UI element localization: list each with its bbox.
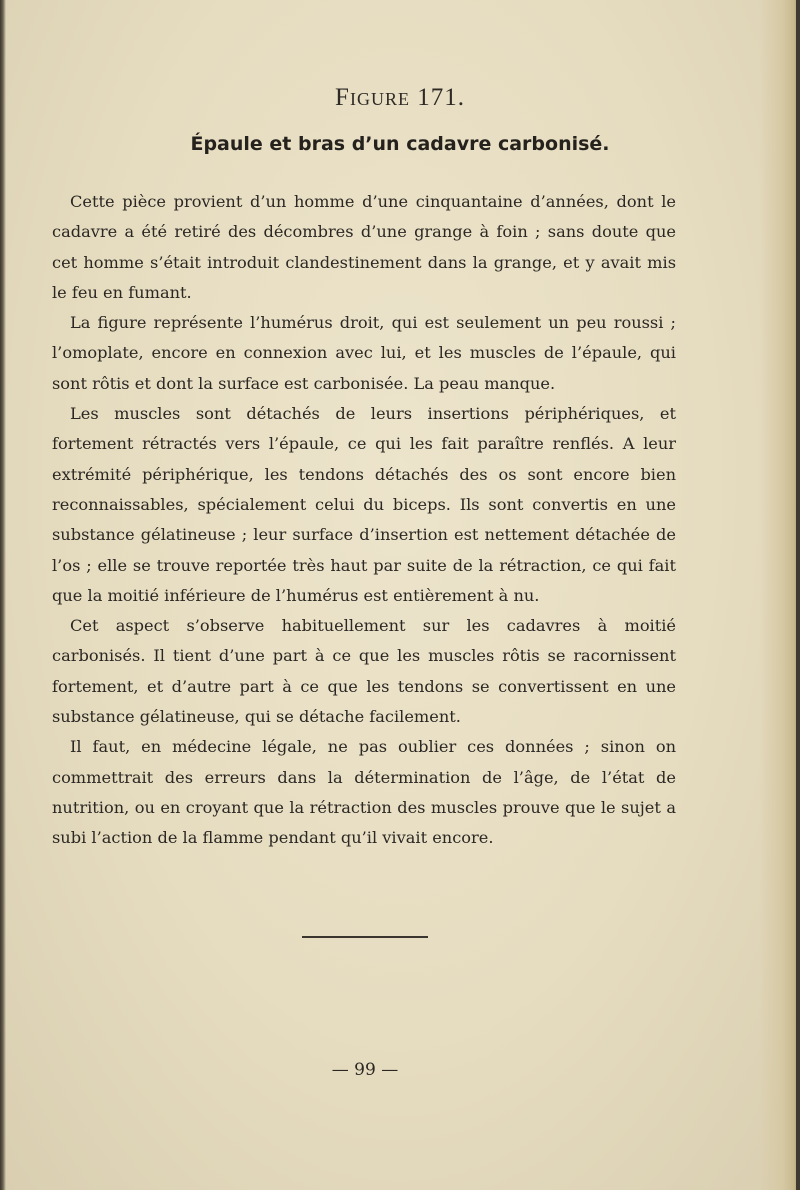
paragraph-2: La figure représente l’humérus droit, qui est seulement un peu roussi ; l’omoplate, encore en connexion avec lui, et les muscles de l’épaule, qui sont rôtis et dont la surface est carbonisée. La peau manque. [52,313,676,393]
page-left-edge [0,0,6,1190]
section-divider [302,936,428,938]
paragraph-3: Les muscles sont détachés de leurs insertions périphériques, et fortement rétractés vers l’épaule, ce qui les fait paraître renflés. A leur extrémité périphérique, les tendons détachés des os sont encore bien reconnaissables, spécialement celui du biceps. Ils sont convertis en une substance gélatineuse ; leur surface d’insertion est nettement détachée de l’os ; elle se trouve reportée très haut par suite de la rétraction, ce qui fait que la moitié inférieure de l’humérus est entièrement à nu. [52,404,676,605]
page-number: — 99 — [331,1060,399,1080]
paragraph-4: Cet aspect s’observe habituellement sur les cadavres à moitié carbonisés. Il tient d’une part à ce que les muscles rôtis se racornissent fortement, et d’autre part à ce que les tendons se convertissent en une substance gélatineuse, qui se détache facilement. [52,616,676,727]
figure-label: Figure 171. [335,84,465,111]
paragraph-1: Cette pièce provient d’un homme d’une cinquantaine d’années, dont le cadavre a été retiré des décombres d’une grange à foin ; sans doute que cet homme s’était introduit clandestinement dans la grange, et y avait mis le feu en fumant. [52,192,676,302]
paragraph-5: Il faut, en médecine légale, ne pas oublier ces données ; sinon on commettrait des erreurs dans la détermination de l’âge, de l’état de nutrition, ou en croyant que la rétraction des muscles prouve que le sujet a subi l’action de la flamme pendant qu’il vivait encore. [52,737,676,848]
page-right-edge [760,0,800,1190]
page-binding-strip [796,0,800,1190]
page-title: Épaule et bras d’un cadavre carbonisé. [190,133,610,155]
text-body [52,187,676,854]
